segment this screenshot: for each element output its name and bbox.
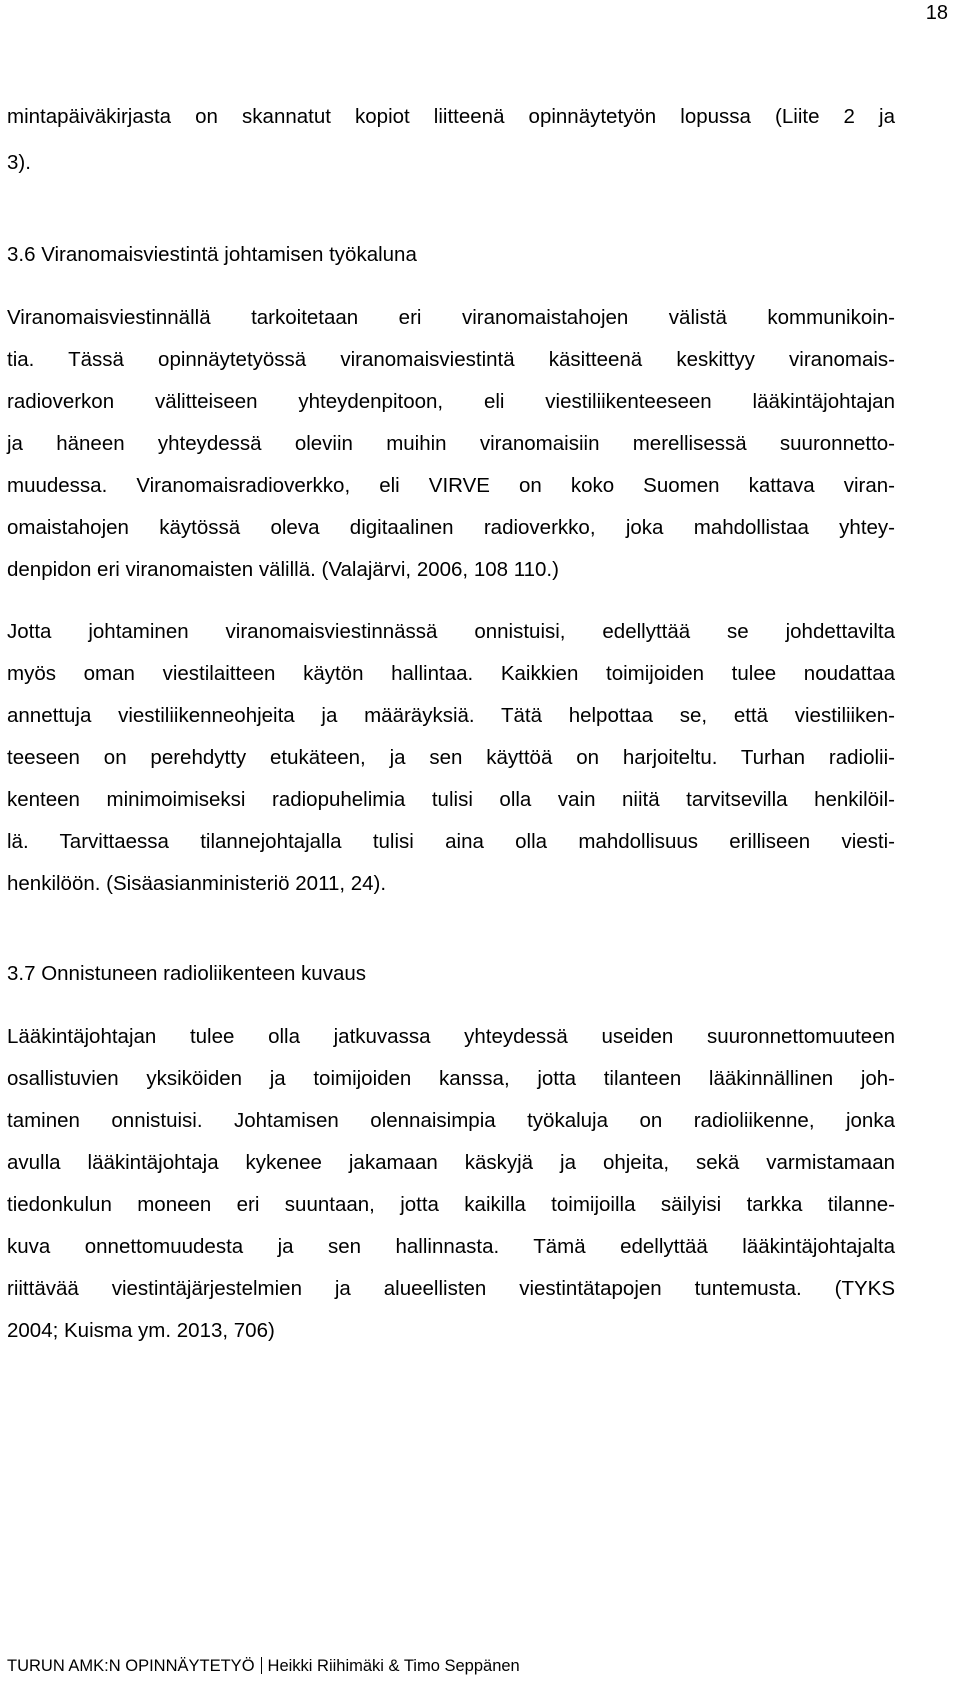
text-line: tia. Tässä opinnäytetyössä viranomaisviestintä käsitteenä keskittyy viranomais- (7, 348, 895, 371)
text-line: 3). (7, 151, 31, 174)
text-line: muudessa. Viranomaisradioverkko, eli VIRVE on koko Suomen kattava viran- (7, 474, 895, 497)
footer-authors: Heikki Riihimäki & Timo Seppänen (267, 1657, 520, 1675)
text-line: omaistahojen käytössä oleva digitaalinen radioverkko, joka mahdollistaa yhtey- (7, 516, 895, 539)
text-line: kuva onnettomuudesta ja sen hallinnasta. Tämä edellyttää lääkintäjohtajalta (7, 1235, 895, 1258)
text-line: kenteen minimoimiseksi radiopuhelimia tulisi olla vain niitä tarvitsevilla henkilöil- (7, 788, 895, 811)
text-line: annettuja viestiliikenneohjeita ja määräyksiä. Tätä helpottaa se, että viestiliiken- (7, 704, 895, 727)
section-heading: 3.7 Onnistuneen radioliikenteen kuvaus (7, 962, 366, 985)
section-heading: 3.6 Viranomaisviestintä johtamisen työkaluna (7, 243, 417, 266)
text-line: riittävää viestintäjärjestelmien ja alueellisten viestintätapojen tuntemusta. (TYKS (7, 1277, 895, 1300)
text-line: mintapäiväkirjasta on skannatut kopiot liitteenä opinnäytetyön lopussa (Liite 2 ja (7, 105, 895, 128)
footer (7, 1656, 520, 1676)
text-line: henkilöön. (Sisäasianministeriö 2011, 24). (7, 872, 387, 895)
text-line: avulla lääkintäjohtaja kykenee jakamaan käskyjä ja ohjeita, sekä varmistamaan (7, 1151, 895, 1174)
footer-separator (261, 1657, 262, 1674)
text-line: myös oman viestilaitteen käytön hallintaa. Kaikkien toimijoiden tulee noudattaa (7, 662, 895, 685)
text-line: denpidon eri viranomaisten välillä. (Valajärvi, 2006, 108 110.) (7, 558, 559, 581)
text-line: Viranomaisviestinnällä tarkoitetaan eri viranomaistahojen välistä kommunikoin- (7, 306, 895, 329)
text-line: teeseen on perehdytty etukäteen, ja sen käyttöä on harjoiteltu. Turhan radiolii- (7, 746, 895, 769)
text-line: Lääkintäjohtajan tulee olla jatkuvassa yhteydessä useiden suuronnettomuuteen (7, 1025, 895, 1048)
text-line: radioverkon välitteiseen yhteydenpitoon, eli viestiliikenteeseen lääkintäjohtajan (7, 390, 895, 413)
text-line: Jotta johtaminen viranomaisviestinnässä onnistuisi, edellyttää se johdettavilta (7, 620, 895, 643)
text-line: lä. Tarvittaessa tilannejohtajalla tulisi aina olla mahdollisuus erilliseen viesti- (7, 830, 895, 853)
text-line: taminen onnistuisi. Johtamisen olennaisimpia työkaluja on radioliikenne, jonka (7, 1109, 895, 1132)
footer-institution: TURUN AMK:N OPINNÄYTETYÖ (7, 1657, 255, 1675)
text-line: tiedonkulun moneen eri suuntaan, jotta kaikilla toimijoilla säilyisi tarkka tilanne- (7, 1193, 895, 1216)
text-line: 2004; Kuisma ym. 2013, 706) (7, 1319, 275, 1342)
page-number: 18 (925, 2, 948, 24)
text-line: osallistuvien yksiköiden ja toimijoiden kanssa, jotta tilanteen lääkinnällinen joh- (7, 1067, 895, 1090)
text-line: ja häneen yhteydessä oleviin muihin viranomaisiin merellisessä suuronnetto- (7, 432, 895, 455)
